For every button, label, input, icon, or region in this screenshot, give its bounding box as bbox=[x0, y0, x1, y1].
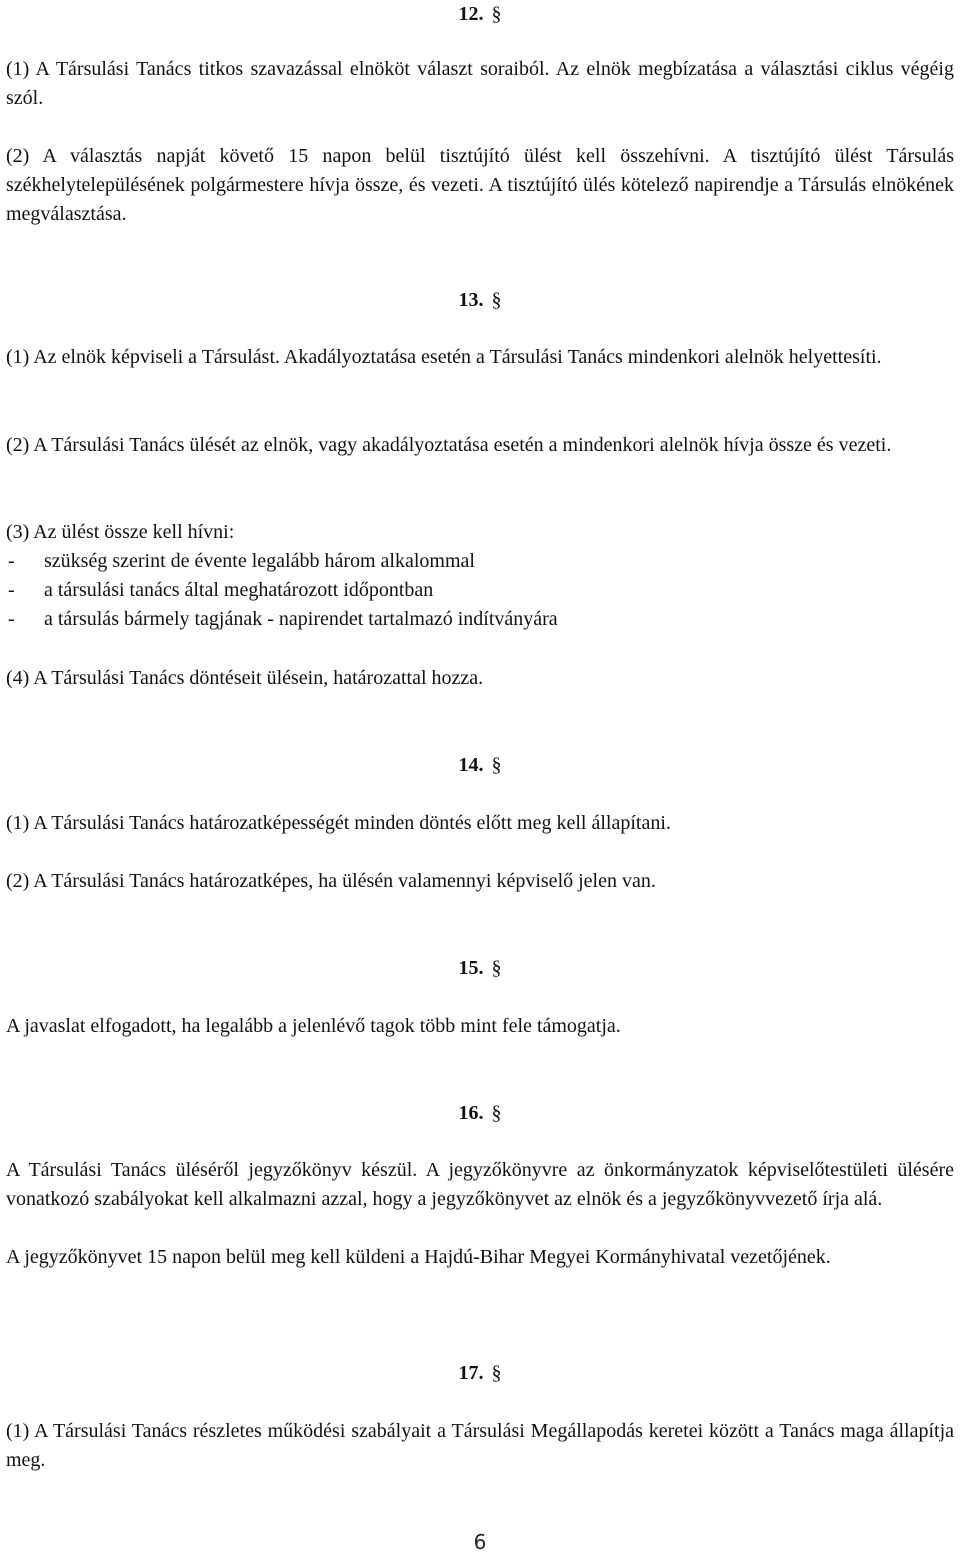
list-item: - a társulási tanács által meghatározott időpontban bbox=[8, 579, 434, 601]
paragraph-16-2: A jegyzőkönyvet 15 napon belül meg kell küldeni a Hajdú-Bihar Megyei Kormányhivatal vezetőjének. bbox=[6, 1246, 831, 1268]
paragraph-12-1: (1) A Társulási Tanács titkos szavazással elnököt választ soraiból. Az elnök megbízatása a választási ciklus végéig szól. bbox=[6, 58, 954, 109]
section-number: 13. bbox=[458, 289, 484, 311]
section-number: 16. bbox=[458, 1102, 484, 1124]
paragraph-13-1: (1) Az elnök képviseli a Társulást. Akadályoztatása esetén a Társulási Tanács mindenkori alelnök helyettesíti. bbox=[6, 346, 882, 368]
paragraph-12-2: (2) A választás napját követő 15 napon belül tisztújító ülést kell összehívni. A tisztújító ülést Társulás székhelytelepülésének polgármestere hívja össze, és vezeti. A tisztújító ülés kötelező napirendje a Társulás elnökének megválasztása. bbox=[6, 145, 954, 225]
section-symbol: § bbox=[491, 1362, 502, 1384]
section-heading-17 bbox=[0, 1361, 960, 1385]
paragraph-16-1: A Társulási Tanács üléséről jegyzőkönyv készül. A jegyzőkönyvre az önkormányzatok képviselőtestületi ülésére vonatkozó szabályokat kell alkalmazni azzal, hogy a jegyzőkönyvet az elnök és a jegyzőkönyvvezető írja alá. bbox=[6, 1159, 954, 1210]
section-heading-15 bbox=[0, 956, 960, 980]
paragraph-17-1: (1) A Társulási Tanács részletes működési szabályait a Társulási Megállapodás keretei között a Tanács maga állapítja meg. bbox=[6, 1420, 954, 1471]
section-heading-14 bbox=[0, 753, 960, 777]
paragraph-14-2: (2) A Társulási Tanács határozatképes, ha ülésén valamennyi képviselő jelen van. bbox=[6, 870, 656, 892]
section-number: 15. bbox=[458, 957, 484, 979]
section-symbol: § bbox=[491, 3, 502, 25]
section-heading-13 bbox=[0, 288, 960, 312]
list-item: - szükség szerint de évente legalább három alkalommal bbox=[8, 550, 475, 572]
section-symbol: § bbox=[491, 1102, 502, 1124]
section-symbol: § bbox=[491, 289, 502, 311]
section-number: 14. bbox=[458, 754, 484, 776]
list-item: - a társulás bármely tagjának - napirendet tartalmazó indítványára bbox=[8, 608, 558, 630]
section-symbol: § bbox=[491, 754, 502, 776]
page-number: 6 bbox=[473, 1530, 487, 1554]
paragraph-13-3: (3) Az ülést össze kell hívni: bbox=[6, 521, 235, 543]
paragraph-13-4: (4) A Társulási Tanács döntéseit ülésein, határozattal hozza. bbox=[6, 667, 484, 689]
paragraph-15: A javaslat elfogadott, ha legalább a jelenlévő tagok több mint fele támogatja. bbox=[6, 1015, 621, 1037]
paragraph-14-1: (1) A Társulási Tanács határozatképességét minden döntés előtt meg kell állapítani. bbox=[6, 812, 671, 834]
section-heading-12 bbox=[0, 2, 960, 26]
section-symbol: § bbox=[491, 957, 502, 979]
section-heading-16 bbox=[0, 1101, 960, 1125]
section-number: 17. bbox=[458, 1362, 484, 1384]
convocation-list bbox=[6, 547, 954, 634]
section-number: 12. bbox=[458, 3, 484, 25]
paragraph-13-2: (2) A Társulási Tanács ülését az elnök, vagy akadályoztatása esetén a mindenkori alelnök hívja össze és vezeti. bbox=[6, 434, 892, 456]
